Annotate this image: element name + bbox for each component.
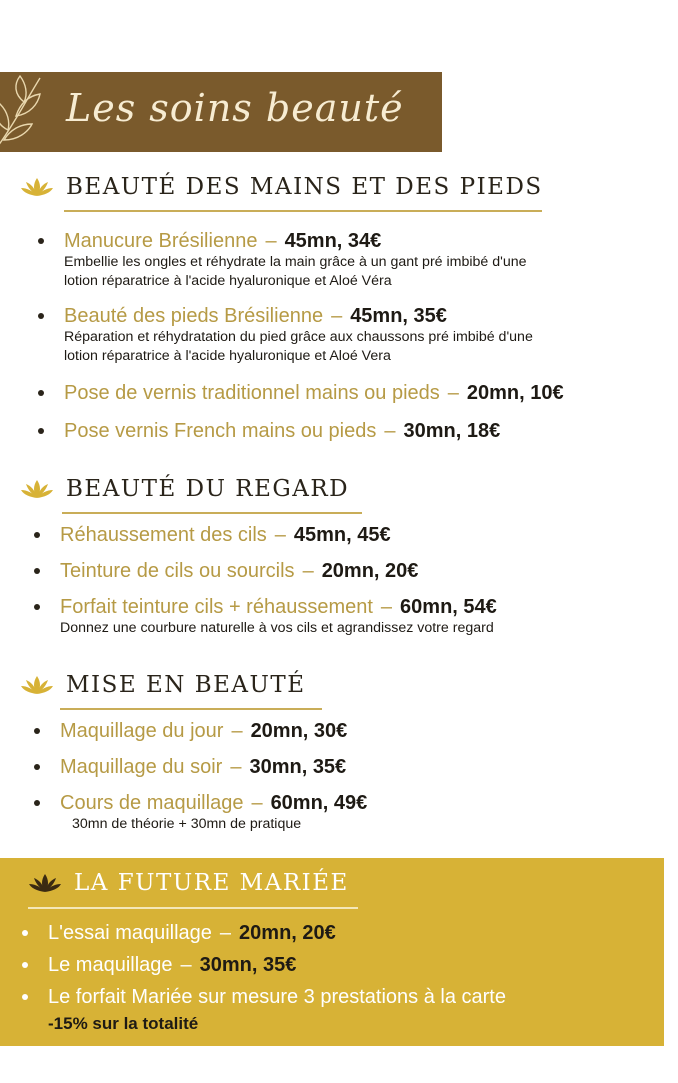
service-name: Manucure Brésilienne — [64, 230, 258, 252]
service-name: Pose de vernis traditionnel mains ou pieds — [64, 382, 440, 404]
service-price: 45mn, 45€ — [293, 524, 391, 546]
service-name: Forfait teinture cils + réhaussement — [60, 596, 373, 618]
section-title: MISE EN BEAUTÉ — [66, 672, 306, 698]
service-name: Maquillage du jour — [60, 720, 224, 742]
leaf-branch-icon — [0, 74, 64, 150]
bullet — [34, 728, 40, 734]
lotus-icon — [20, 674, 54, 696]
bullet — [22, 930, 28, 936]
lotus-icon — [28, 872, 62, 894]
lotus-icon — [20, 478, 54, 500]
bullet — [22, 962, 28, 968]
list-item: Forfait teinture cils + réhaussement – 60mn, 54€ Donnez une courbure naturelle à vos cils et agrandissez votre regard — [32, 592, 662, 638]
section-divider — [60, 708, 322, 710]
list-item: L'essai maquillage – 20mn, 20€ — [20, 918, 650, 948]
service-description: 30mn de théorie + 30mn de pratique — [72, 816, 302, 832]
bullet — [34, 568, 40, 574]
section-divider — [28, 907, 358, 909]
list-item: Beauté des pieds Brésilienne – 45mn, 35€ Réparation et réhydratation du pied grâce aux chaussons pré imbibé d'une lotion réparatrice à l'acide hyaluronique et Aloé Vera — [36, 301, 666, 366]
list-item: Réhaussement des cils – 45mn, 45€ — [32, 520, 662, 550]
service-name: Le forfait Mariée sur mesure 3 prestations à la carte — [48, 986, 506, 1008]
bullet — [38, 238, 44, 244]
bullet — [38, 428, 44, 434]
list-item: Maquillage du jour – 20mn, 30€ — [32, 716, 662, 746]
service-name: Beauté des pieds Brésilienne — [64, 305, 324, 327]
section-header — [20, 672, 306, 698]
service-name: Le maquillage — [48, 954, 173, 976]
discount-note: -15% sur la totalité — [48, 1014, 199, 1033]
list-item — [20, 982, 650, 1036]
service-list — [36, 226, 666, 446]
section-bride — [0, 858, 664, 1046]
section-header — [20, 476, 349, 502]
section-header — [20, 174, 543, 200]
service-description: Donnez une courbure naturelle à vos cils et agrandissez votre regard — [60, 620, 494, 636]
service-name: Teinture de cils ou sourcils — [60, 560, 295, 582]
list-item: Maquillage du soir – 30mn, 35€ — [32, 752, 662, 782]
bullet — [34, 800, 40, 806]
service-price: 20mn, 30€ — [250, 720, 348, 742]
service-name: Pose vernis French mains ou pieds — [64, 420, 377, 442]
service-list — [20, 918, 650, 1036]
bullet — [38, 390, 44, 396]
service-description: lotion réparatrice à l'acide hyaluronique et Aloé Vera — [64, 348, 391, 364]
list-item: Teinture de cils ou sourcils – 20mn, 20€ — [32, 556, 662, 586]
bullet — [22, 994, 28, 1000]
service-description: Embellie les ongles et réhydrate la main grâce à un gant pré imbibé d'une — [64, 254, 527, 270]
bullet — [34, 764, 40, 770]
title-banner — [0, 72, 442, 152]
section-title: LA FUTURE MARIÉE — [74, 870, 349, 896]
service-price: 30mn, 18€ — [403, 420, 501, 442]
section-divider — [64, 210, 542, 212]
lotus-icon — [20, 176, 54, 198]
banner-title: Les soins beauté — [66, 86, 404, 130]
section-header — [28, 870, 349, 896]
service-name: L'essai maquillage — [48, 922, 212, 944]
service-description: Réparation et réhydratation du pied grâce aux chaussons pré imbibé d'une — [64, 329, 533, 345]
list-item: Pose de vernis traditionnel mains ou pieds – 20mn, 10€ — [36, 378, 666, 408]
section-title: BEAUTÉ DU REGARD — [66, 476, 350, 502]
section-divider — [62, 512, 362, 514]
service-list — [32, 716, 662, 834]
service-description: lotion réparatrice à l'acide hyaluronique et Aloé Véra — [64, 273, 392, 289]
service-name: Réhaussement des cils — [60, 524, 267, 546]
service-name: Cours de maquillage — [60, 792, 244, 814]
section-title: BEAUTÉ DES MAINS ET DES PIEDS — [66, 174, 543, 200]
service-price: 45mn, 34€ — [284, 230, 382, 252]
list-item: Cours de maquillage – 60mn, 49€ 30mn de théorie + 30mn de pratique — [32, 788, 662, 834]
service-price: 30mn, 35€ — [249, 756, 347, 778]
service-name: Maquillage du soir — [60, 756, 223, 778]
bullet — [34, 532, 40, 538]
service-price: 60mn, 49€ — [270, 792, 368, 814]
bullet — [38, 313, 44, 319]
list-item: Le maquillage – 30mn, 35€ — [20, 950, 650, 980]
service-price: 20mn, 20€ — [239, 922, 336, 944]
service-price: 60mn, 54€ — [400, 596, 497, 618]
service-price: 45mn, 35€ — [350, 305, 447, 327]
list-item: Manucure Brésilienne – 45mn, 34€ Embellie les ongles et réhydrate la main grâce à un gant pré imbibé d'une lotion réparatrice à l'acide hyaluronique et Aloé Véra — [36, 226, 666, 291]
service-price: 20mn, 10€ — [466, 382, 564, 404]
list-item: Pose vernis French mains ou pieds – 30mn, 18€ — [36, 416, 666, 446]
service-price: 30mn, 35€ — [199, 954, 297, 976]
service-price: 20mn, 20€ — [321, 560, 419, 582]
bullet — [34, 604, 40, 610]
service-list — [32, 520, 662, 638]
